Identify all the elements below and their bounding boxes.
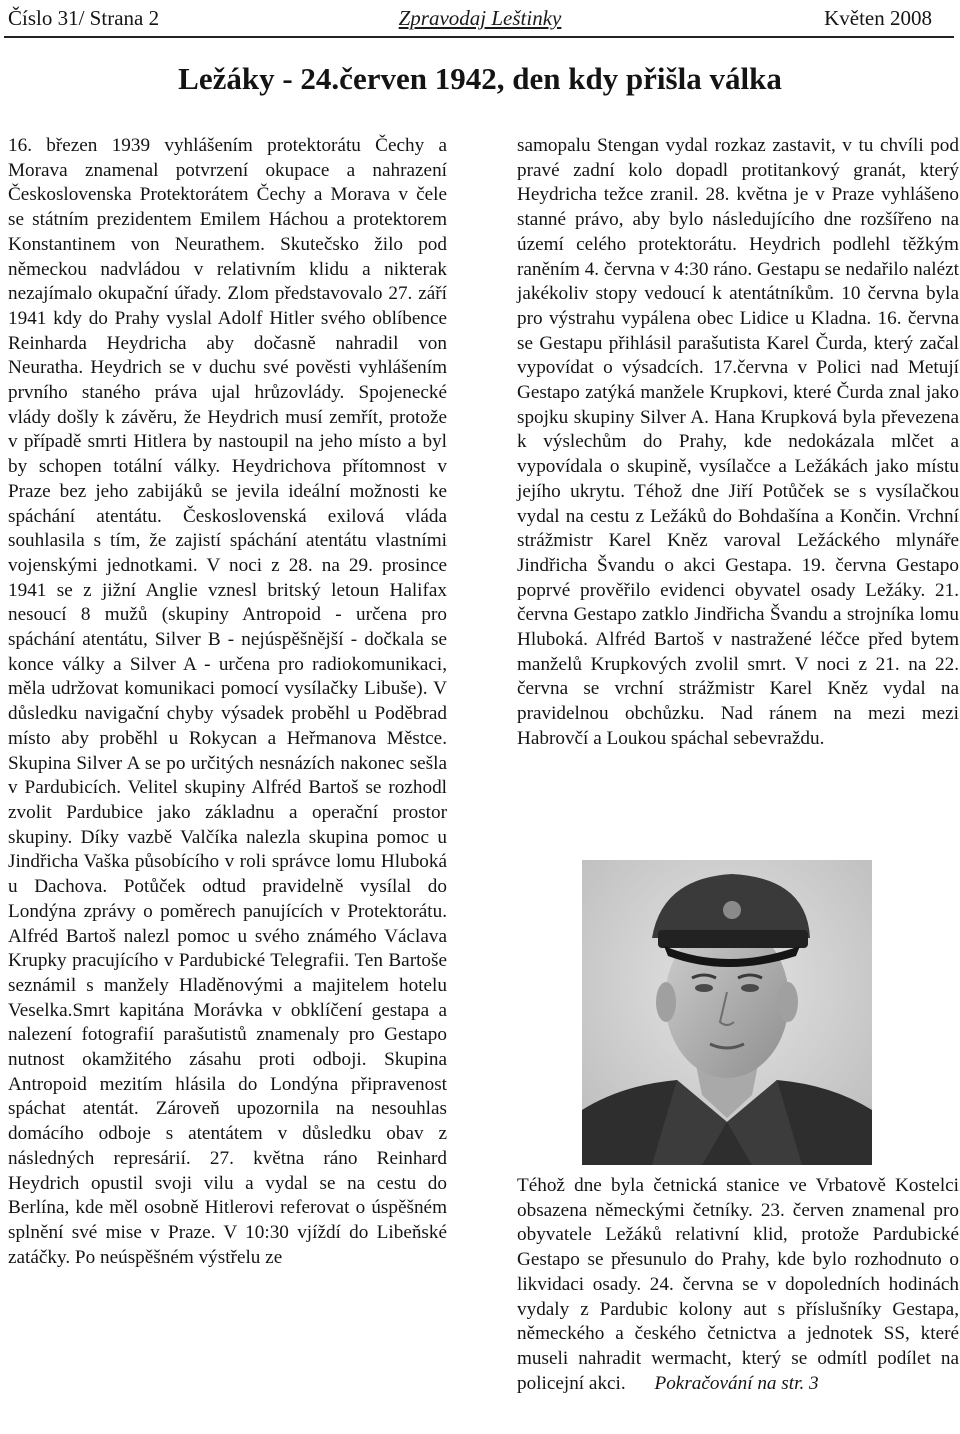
newsletter-title: Zpravodaj Leštinky (398, 6, 562, 30)
issue-number: Číslo 31/ Strana 2 (8, 6, 160, 30)
portrait-photo (582, 860, 872, 1165)
article-column-left: 16. březen 1939 vyhlášením protektorátu Čechy a Morava znamenal potvrzení okupace a nahrazení Československa Protektorátem Čechy a Morava v čele se státním prezidentem Emilem Háchou a protektorem Konstantinem von Neurathem. Skutečsko žilo pod německou nadvládou v relativním klidu a nikterak nezajímalo okupační úřady. Zlom představovalo 27. září 1941 kdy do Prahy vyslal Adolf Hitler svého oblíbence Reinharda Heydricha aby dočasně nahradil von Neuratha. Heydrich se v duchu své pověsti vyhlášením prvního staného práva ujal hrůzovlády. Spojenecké vlády došly k závěru, že Heydrich musí zemřít, protože v případě smrti Hitlera by nastoupil na jeho místo a byl by schopen totální války. Heydrichova přítomnost v Praze bez jeho zabijáků se jevila ideální možnosti ke spáchání atentátu. Československá exilová vláda souhlasila s tím, že zajistí spáchání atentátu vlastními vojenskými jednotkami. V noci z 28. na 29. prosince 1941 se z jižní Anglie vznesl britský letoun Halifax nesoucí 8 mužů (skupiny Antropoid - určena pro spáchání atentátu, Silver B - nejúspěšnější - dočkala se konce války a Silver A - určena pro radiokomunikaci, měla udržovat komunikaci pomocí vysílačky Libuše). V důsledku navigační chyby výsadek proběhl u Poděbrad místo aby proběhl u Rokycan a Heřmanova Městce. Skupina Silver A se po určitých nesnázích nakonec sešla v Pardubicích. Velitel skupiny Alfréd Bartoš se rozhodl zvolit Pardubice jako základnu a operační prostor skupiny. Díky vazbě Valčíka nalezla skupina pomoc u Jindřicha Vaška působícího v roli správce lomu Hluboká u Dachova. Potůček odtud pravidelně vysílal do Londýna zprávy o poměrech panujících v Protektorátu. Alfréd Bartoš nalezl pomoc u svého známého Václava Krupky pracujícího v Pardubické Telegrafii. Ten Bartoše seznámil s manžely Hladěnovými a majitelem hotelu Veselka.Smrt kapitána Morávka v obklíčení gestapa a nalezení fotografií parašutistů znamenaly pro Gestapo nutnost okamžitého zásahu proti odboji. Skupina Antropoid mezitím hlásila do Londýna připravenost spáchat atentát. Zároveň upozornila na nesouhlas domácího odboje s atentátem v důsledku obav z následných represárií. 27. května ráno Reinhard Heydrich opustil svoji vilu a vydal se na cestu do Berlína, kde měl osobně Hitlerovi referovat o úspěšném splnění své mise v Praze. V 10:30 vjíždí do Libeňské zatáčky. Po neúspěšném výstřelu ze (8, 135, 447, 1268)
article-text-end: Téhož dne byla četnická stanice ve Vrbatově Kostelci obsazena německými četníky. 23. červen znamenal pro obyvatele Ležáků relativní klid, protože Pardubické Gestapo se přesunulo do Prahy, kde bylo rozhodnuto o likvidaci osady. 24. června se v dopoledních hodinách vydaly z Pardubic kolony aut s příslušníky Gestapa, německého a českého četnictva a jednotek SS, které museli nahradit wermacht, který se odmítl podílet na policejní akci. (517, 1175, 959, 1394)
header-divider (4, 36, 954, 38)
article-title: Ležáky - 24.červen 1942, den kdy přišla válka (178, 61, 782, 96)
page-header (8, 4, 952, 32)
continuation-note: Pokračování na str. 3 (654, 1372, 819, 1394)
article-column-right-bottom (517, 1174, 959, 1396)
article-column-right-top: samopalu Stengan vydal rozkaz zastavit, v tu chvíli pod pravé zadní kolo dopadl protitankový granát, který Heydricha težce zranil. 28. května je v Praze vyhlášeno stanné právo, aby bylo následujícího dne rozšířeno na území celého protektorátu. Heydrich podlehl těžkým raněním 4. června v 4:30 ráno. Gestapu se nedařilo nalézt jakékoliv stopy vedoucí k atentátníkům. 10 června byla pro výstrahu vypálena obec Lidice u Kladna. 16. června se Gestapu přihlásil parašutista Karel Čurda, který začal vypovídat o výsadcích. 17.června v Polici nad Metují Gestapo zatýká manžele Krupkovi, které Čurda znal jako spojku skupiny Silver A. Hana Krupková byla převezena k výslechům do Prahy, kde nedokázala mlčet a vypovídala o skupině, vysílačce a Ležákách jako místu jejího ukrytu. Téhož dne Jiří Potůček se s vysílačkou vydal na cestu z Ležáků do Bohdašína a Končin. Vrchní strážmistr Karel Kněz varoval Ležáckého mlynáře Jindřicha Švandu o akci Gestapa. 19. června Gestapo poprvé prověřilo evidenci obyvatel osady Ležáky. 21. června Gestapo zatklo Jindřicha Švandu a strojníka lomu Hluboká. Alfréd Bartoš v nastražené léčce před bytem manželů Krupkových zvolil smrt. V noci z 21. na 22. června se vrchní strážmistr Karel Kněz vydal na pravidelnou obchůzku. Nad ránem na mezi mezi Habrovčí a Loukou spáchal sebevraždu. (517, 135, 959, 749)
issue-date: Květen 2008 (824, 6, 932, 30)
